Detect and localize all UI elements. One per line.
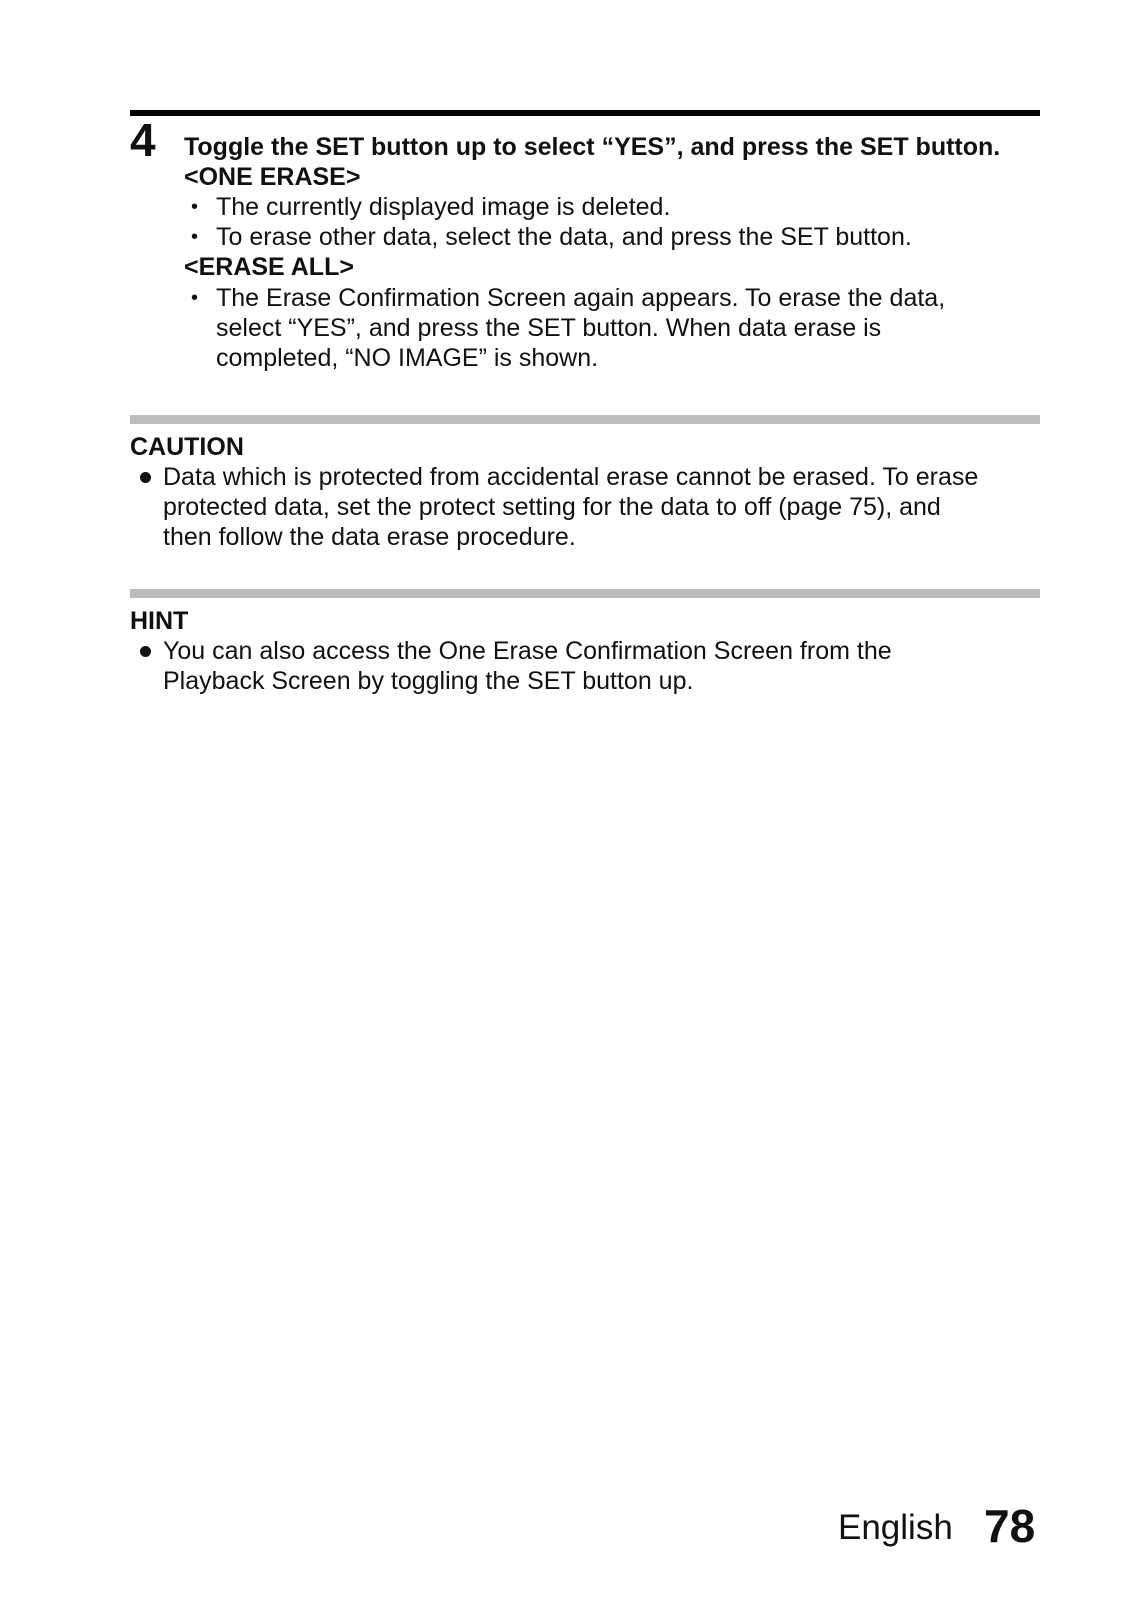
hint-line-2: Playback Screen by toggling the SET button up. bbox=[163, 667, 694, 695]
footer-language: English bbox=[838, 1508, 953, 1547]
erase-all-line-3: completed, “NO IMAGE” is shown. bbox=[216, 344, 599, 372]
hint-line-1: You can also access the One Erase Confirmation Screen from the bbox=[163, 637, 892, 665]
one-erase-heading: <ONE ERASE> bbox=[184, 163, 361, 191]
one-erase-bullet-1: The currently displayed image is deleted. bbox=[216, 193, 671, 221]
step-number: 4 bbox=[130, 114, 156, 166]
bullet-circle-icon bbox=[140, 646, 151, 657]
top-rule bbox=[130, 110, 1040, 116]
erase-all-line-1: The Erase Confirmation Screen again appears. To erase the data, bbox=[216, 284, 946, 312]
hint-heading: HINT bbox=[130, 607, 189, 635]
bullet-dot-icon: • bbox=[191, 287, 199, 309]
caution-line-1: Data which is protected from accidental erase cannot be erased. To erase bbox=[163, 463, 979, 491]
hint-rule bbox=[130, 589, 1040, 598]
erase-all-heading: <ERASE ALL> bbox=[184, 253, 354, 281]
caution-line-2: protected data, set the protect setting for the data to off (page 75), and bbox=[163, 493, 941, 521]
bullet-circle-icon bbox=[140, 472, 151, 483]
one-erase-bullet-2: To erase other data, select the data, and press the SET button. bbox=[216, 223, 912, 251]
bullet-dot-icon: • bbox=[191, 226, 199, 248]
caution-line-3: then follow the data erase procedure. bbox=[163, 523, 576, 551]
step-title: Toggle the SET button up to select “YES”, and press the SET button. bbox=[184, 133, 1001, 161]
erase-all-line-2: select “YES”, and press the SET button. When data erase is bbox=[216, 314, 882, 342]
page-number: 78 bbox=[984, 1500, 1036, 1552]
caution-heading: CAUTION bbox=[130, 433, 244, 461]
caution-rule bbox=[130, 415, 1040, 424]
bullet-dot-icon: • bbox=[191, 196, 199, 218]
